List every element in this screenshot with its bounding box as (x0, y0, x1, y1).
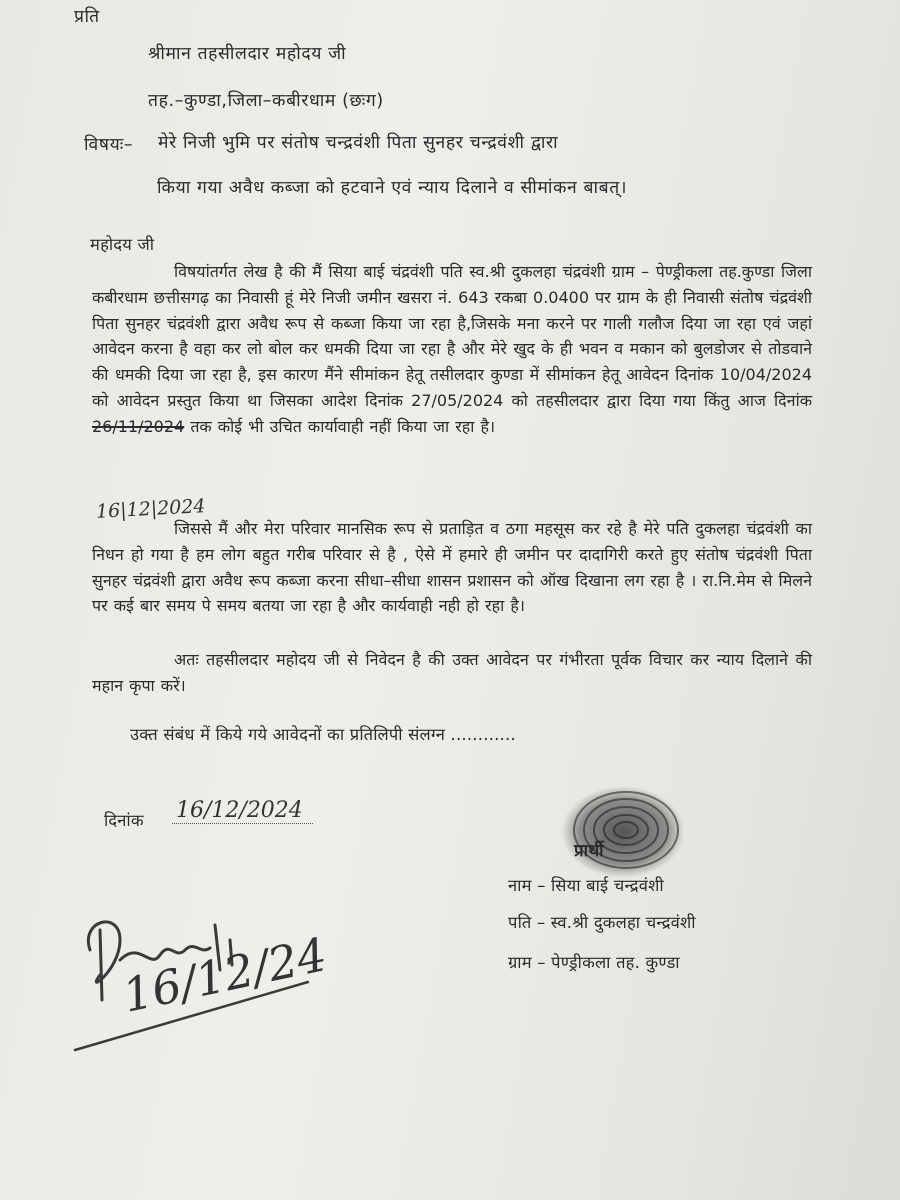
struck-date: 26/11/2024 (92, 416, 185, 436)
applicant-village: ग्राम – पेण्ड्रीकला तह. कुण्डा (508, 953, 680, 972)
applicant-name: नाम – सिया बाई चन्द्रवंशी (508, 876, 664, 895)
applicant-label: प्रार्थी (574, 841, 604, 861)
subject-line1: मेरे निजी भुमि पर संतोष चन्द्रवंशी पिता सुनहर चन्द्रवंशी द्वारा (158, 133, 559, 153)
endorsement-date: 16/12/24 (118, 927, 332, 1023)
prati-label: प्रति (74, 7, 100, 27)
addressee-line1: श्रीमान तहसीलदार महोदय जी (148, 44, 347, 64)
handwritten-date: 16/12/2024 (172, 798, 313, 824)
paragraph-3: अतः तहसीलदार महोदय जी से निवेदन है की उक्त आवेदन पर गंभीरता पूर्वक विचार कर न्याय दिलाने की महान कृपा करें। (92, 650, 812, 695)
subject-label: विषयः– (84, 135, 134, 155)
enclosure-note: उक्त संबंध में किये गये आवेदनों का प्रतिलिपी संलग्न ............ (130, 725, 516, 744)
paragraph-1-text: विषयांतर्गत लेख है की मैं सिया बाई चंद्रवंशी पति स्व.श्री दुकलहा चंद्रवंशी ग्राम – पेण्ड्रीकला तह.कुण्डा जिला कबीरधाम छत्तीसगढ़ का निवासी हूं मेरे निजी जमीन खसरा नं. 643 रकबा 0.0400 पर ग्राम के ही निवासी संतोष चंद्रवंशी पिता सुनहर चंद्रवंशी द्वारा अवैध रूप से कब्जा किया जा रहा है,जिसके मना करने पर गाली गलौज दिया जा रहा एवं जहां आवेदन करना है वहा कर लो बोल कर धमकी दिया जा रहा है और मेरे खुद के ही भवन व मकान को बुलडोजर से तोडवाने की धमकी दिया जा रहा है, इस कारण मैंने सीमांकन हेतू तसीलदार कुण्डा में सीमांकन हेतू आवेदन दिनांक 10/04/2024 को आवेदन प्रस्तुत किया था जिसका आदेश दिनांक 27/05/2024 को तहसीलदार द्वारा दिया गया किंतु आज दिनांक (92, 262, 812, 410)
paragraph-2: जिससे मैं और मेरा परिवार मानसिक रूप से प्रताड़ित व ठगा महसूस कर रहे है मेरे पति दुकलहा चंद्रवंशी का निधन हो गया है हम लोग बहुत गरीब परिवार से है , ऐसे में हमारे ही जमीन पर दादागिरी करते हुए संतोष चंद्रवंशी पिता सुनहर चंद्रवंशी द्वारा अवैध रूप कब्जा करना सीधा–सीधा शासन प्रशासन को ऑख दिखाना लग रहा है । रा.नि.मेम से मिलने पर कई बार समय पे समय बतया जा रहा है और कार्यवाही नही हो रहा है। (92, 519, 812, 616)
paragraph-1 (92, 259, 812, 440)
salutation: महोदय जी (90, 235, 155, 254)
addressee-line2: तह.–कुण्डा,जिला–कबीरधाम (छःग) (148, 91, 384, 111)
handwritten-correction-date: 16|12|2024 (95, 495, 207, 523)
applicant-husband: पति – स्व.श्री दुकलहा चन्द्रवंशी (508, 913, 696, 932)
subject-line2: किया गया अवैध कब्जा को हटवाने एवं न्याय दिलाने व सीमांकन बाबत्। (157, 178, 628, 198)
paragraph-1-end: तक कोई भी उचित कार्यावाही नहीं किया जा रहा है। (190, 416, 496, 436)
date-label: दिनांक (104, 811, 144, 830)
